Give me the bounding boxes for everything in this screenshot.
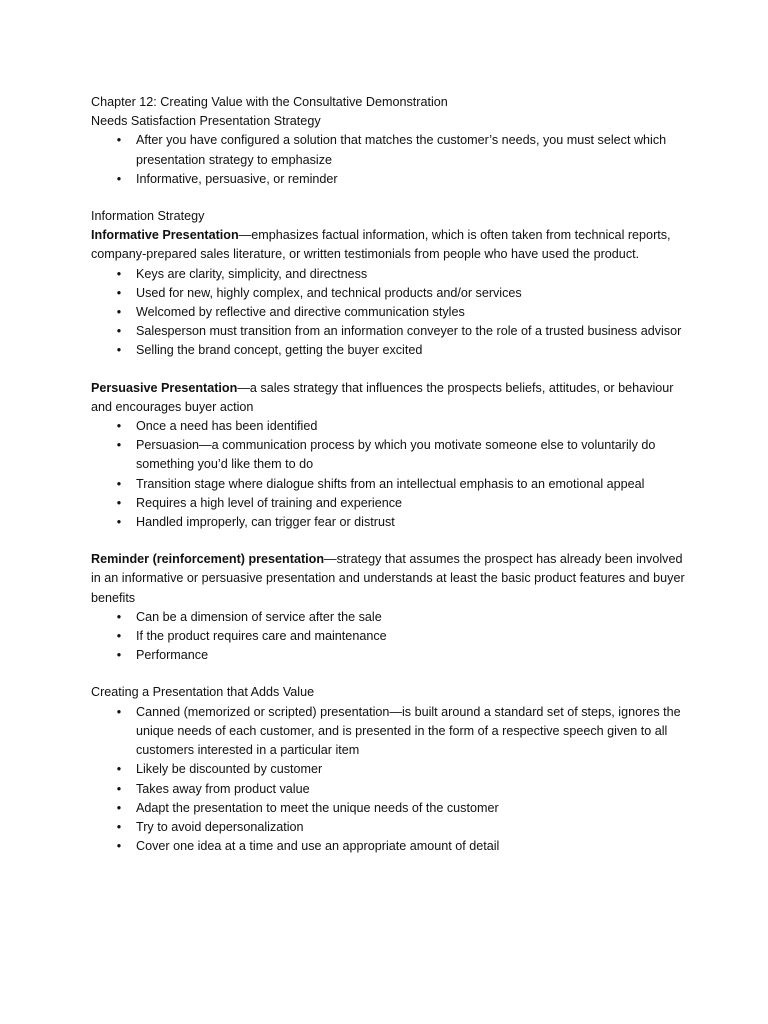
- reminder-definition: Reminder (reinforcement) presentation—strategy that assumes the prospect has already been involved in an informative or persuasive presentation and understands at least the basic product features and buyer benefits: [91, 552, 685, 605]
- bullet-icon: •: [116, 285, 122, 300]
- persuasive-definition: Persuasive Presentation—a sales strategy that influences the prospects beliefs, attitudes, or behaviour and encourages buyer action: [91, 380, 674, 414]
- list-item: • Cover one idea at a time and use an appropriate amount of detail: [91, 837, 691, 856]
- bullet-icon: •: [116, 629, 122, 644]
- reminder-term: Reminder (reinforcement) presentation: [91, 552, 325, 567]
- list-item: • Selling the brand concept, getting the buyer excited: [91, 341, 691, 360]
- list-item: • Takes away from product value: [91, 780, 691, 799]
- bullet-icon: •: [116, 133, 122, 148]
- bullet-icon: •: [116, 266, 122, 281]
- bullet-icon: •: [116, 171, 122, 186]
- bullet-icon: •: [116, 476, 122, 491]
- bullet-icon: •: [116, 819, 122, 834]
- document-page: [91, 93, 691, 856]
- bullet-icon: •: [116, 609, 122, 624]
- bullet-icon: •: [116, 648, 122, 663]
- list-item: • Informative, persuasive, or reminder: [91, 170, 691, 189]
- list-item: • Adapt the presentation to meet the unique needs of the customer: [91, 799, 691, 818]
- informative-definition: Informative Presentation—emphasizes factual information, which is often taken from technical reports, company-prepared sales literature, or written testimonials from people who have used the product.: [91, 228, 671, 262]
- bullet-icon: •: [116, 438, 122, 453]
- list-item: • If the product requires care and maintenance: [91, 627, 691, 646]
- info-strategy-heading: Information Strategy: [91, 209, 205, 224]
- list-item: • Keys are clarity, simplicity, and directness: [91, 265, 691, 284]
- persuasive-bullet-list: [91, 417, 691, 532]
- bullet-icon: •: [116, 343, 122, 358]
- reminder-bullet-list: [91, 608, 691, 666]
- value-bullet-list: [91, 703, 691, 857]
- list-item: • Transition stage where dialogue shifts from an intellectual emphasis to an emotional appeal: [91, 475, 691, 494]
- bullet-icon: •: [116, 704, 122, 719]
- bullet-icon: •: [116, 495, 122, 510]
- needs-bullet-list: [91, 131, 691, 189]
- list-item: • Requires a high level of training and experience: [91, 494, 691, 513]
- bullet-icon: •: [116, 800, 122, 815]
- informative-bullet-list: [91, 265, 691, 361]
- bullet-icon: •: [116, 324, 122, 339]
- list-item: • Try to avoid depersonalization: [91, 818, 691, 837]
- bullet-icon: •: [116, 762, 122, 777]
- list-item: • Performance: [91, 646, 691, 665]
- list-item: • Persuasion—a communication process by which you motivate someone else to voluntarily do something you’d like them to do: [91, 436, 691, 474]
- list-item: • Likely be discounted by customer: [91, 760, 691, 779]
- value-heading: Creating a Presentation that Adds Value: [91, 685, 315, 700]
- list-item: • Canned (memorized or scripted) presentation—is built around a standard set of steps, ignores the unique needs of each customer, and is presented in the form of a respective speech given to all customers interested in a particular item: [91, 703, 691, 761]
- list-item: • Salesperson must transition from an information conveyer to the role of a trusted business advisor: [91, 322, 691, 341]
- bullet-icon: •: [116, 305, 122, 320]
- bullet-icon: •: [116, 419, 122, 434]
- bullet-icon: •: [116, 839, 122, 854]
- list-item: • Handled improperly, can trigger fear or distrust: [91, 513, 691, 532]
- bullet-icon: •: [116, 781, 122, 796]
- persuasive-term: Persuasive Presentation: [91, 380, 238, 395]
- list-item: • After you have configured a solution that matches the customer’s needs, you must select which presentation strategy to emphasize: [91, 131, 691, 169]
- needs-heading: Needs Satisfaction Presentation Strategy: [91, 114, 321, 129]
- bullet-icon: •: [116, 515, 122, 530]
- list-item: • Once a need has been identified: [91, 417, 691, 436]
- informative-term: Informative Presentation: [91, 228, 239, 243]
- list-item: • Welcomed by reflective and directive communication styles: [91, 303, 691, 322]
- list-item: • Can be a dimension of service after the sale: [91, 608, 691, 627]
- list-item: • Used for new, highly complex, and technical products and/or services: [91, 284, 691, 303]
- chapter-title: Chapter 12: Creating Value with the Consultative Demonstration: [91, 95, 448, 109]
